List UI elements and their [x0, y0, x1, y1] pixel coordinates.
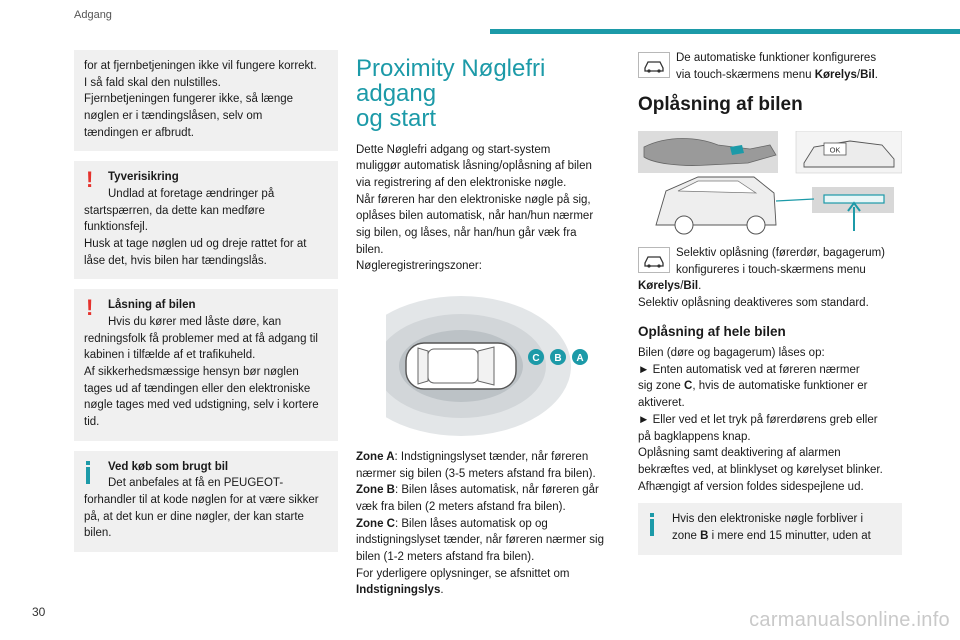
text-line: låse det, hvis bilen har tændingslås.: [84, 254, 267, 267]
column-3: [638, 50, 902, 565]
text-line: Selektiv oplåsning deaktiveres som standard.: [638, 296, 869, 309]
text-line: zone B i mere end 15 minutter, uden at: [672, 529, 871, 542]
text-line: bilen (1-2 meters afstand fra bilen).: [356, 550, 535, 563]
text-line: konfigureres i touch-skærmens menu: [676, 263, 866, 276]
text-line: Dette Nøglefri adgang og start-system: [356, 143, 551, 156]
header-accent-bar: [490, 29, 960, 34]
text-line: forhandler til at kode nøglen for at være sikker: [84, 494, 319, 507]
warning-icon: !: [86, 295, 94, 321]
text-line: Af sikkerhedsmæssige hensyn bør nøglen: [84, 366, 299, 379]
box-title: Ved køb som brugt bil: [108, 460, 229, 473]
text-line: Kørelys/Bil.: [638, 280, 702, 293]
text-line: via registrering af den elektroniske nøgle.: [356, 176, 567, 189]
zone-c-label: C: [532, 352, 540, 364]
text-line: funktionsfejl.: [84, 221, 148, 234]
text-line: nøglen er i tændingslåsen, selv om: [84, 110, 263, 123]
text-line: på, at det kun er dine nøgler, der kan starte: [84, 510, 304, 523]
info-box-used-car: [74, 451, 338, 552]
text-line: sig bilen, og låses, når han/hun går væk fra: [356, 226, 577, 239]
text-line: Undlad at foretage ændringer på: [108, 188, 275, 201]
auto-config-note: [638, 50, 902, 83]
text-line: aktiveret.: [638, 397, 685, 410]
page-number: 30: [32, 605, 46, 619]
text-line: sig zone C, hvis de automatiske funktioner er: [638, 380, 868, 393]
box-title: Låsning af bilen: [108, 299, 196, 312]
section-heading: Oplåsning af bilen: [638, 94, 803, 116]
warning-icon: !: [86, 167, 94, 193]
car-top-view-icon: [406, 343, 516, 389]
warning-box-theft: [74, 161, 338, 279]
text-line: startspærren, da dette kan medføre: [84, 204, 265, 217]
text-line: via touch-skærmens menu Kørelys/Bil.: [676, 68, 878, 81]
text-line: tages ud af tændingen eller den elektroniske: [84, 382, 311, 395]
text-line: på bagklappens knap.: [638, 430, 751, 443]
info-box-key-zone: [638, 503, 902, 554]
car-settings-icon: [638, 52, 670, 78]
selective-unlock-note: [638, 245, 902, 278]
text-line: bilen.: [84, 527, 112, 540]
note-box-remote: [74, 50, 338, 151]
text-line: Afhængigt af version foldes sidespejlene ud.: [638, 480, 864, 493]
text-line: Det anbefales at få en PEUGEOT-: [108, 477, 284, 490]
text-line: kabinen i tilfælde af et trafikuheld.: [84, 349, 256, 362]
text-line: tid.: [84, 416, 100, 429]
text-line: Husk at tage nøglen ud og dreje rattet for at: [84, 238, 307, 251]
text-line: ► Eller ved et let tryk på førerdørens greb eller: [638, 413, 878, 426]
section-title: [356, 56, 620, 132]
text-line: Oplåsning samt deaktivering af alarmen: [638, 447, 841, 460]
text-line: redningsfolk få problemer med at få adgang til: [84, 332, 318, 345]
text-line: De automatiske funktioner konfigureres: [676, 52, 877, 64]
zone-b-text: Zone B: Bilen låses automatisk, når føreren går: [356, 484, 599, 497]
text-line: Selektiv oplåsning (førerdør, bagagerum): [676, 246, 886, 259]
watermark: carmanualsonline.info: [749, 609, 950, 631]
car-settings-icon: [638, 247, 670, 273]
subsection-heading: Oplåsning af hele bilen: [638, 323, 786, 339]
text-line: I så fald skal den nulstilles.: [84, 76, 221, 89]
text-line: muliggør automatisk låsning/oplåsning af bilen: [356, 160, 592, 173]
text-line: nøgle tages med ved udstigning, selv i kortere: [84, 399, 319, 412]
warning-box-locking: [74, 289, 338, 440]
text-line: nærmer sig bilen (3-5 meters afstand fra bilen).: [356, 467, 596, 480]
info-icon: [86, 461, 90, 484]
ok-label: OK: [829, 145, 841, 155]
zone-a-label: A: [576, 352, 584, 364]
text-line: væk fra bilen (2 meters afstand fra bilen).: [356, 500, 566, 513]
zone-diagram: [386, 291, 606, 441]
zone-a-text: Zone A: Indstigningslyset tænder, når føreren: [356, 450, 589, 463]
box-title: Tyverisikring: [108, 171, 179, 184]
unlock-illustration: [638, 131, 902, 235]
text-line: bilen.: [356, 243, 384, 256]
text-line: Hvis den elektroniske nøgle forbliver i: [672, 513, 864, 526]
text-line: tændingen er afbrudt.: [84, 126, 194, 139]
zone-b-label: B: [554, 352, 562, 364]
text-line: bekræftes ved, at blinklyset og kørelyset blinker.: [638, 463, 883, 476]
text-line: For yderligere oplysninger, se afsnittet om: [356, 567, 570, 580]
text-line: for at fjernbetjeningen ikke vil fungere korrekt.: [84, 60, 317, 72]
title-line: og start: [356, 105, 437, 133]
column-1: [74, 50, 338, 562]
title-line: Proximity Nøglefri adgang: [356, 55, 546, 108]
cross-reference: Indstigningslys.: [356, 584, 444, 597]
text-line: ► Enten automatisk ved at føreren nærmer: [638, 363, 860, 376]
column-2: [356, 50, 620, 599]
zone-c-text: Zone C: Bilen låses automatisk op og: [356, 517, 548, 530]
text-line: oplåses bilen automatisk, når han/hun nærmer: [356, 210, 594, 223]
text-line: Nøgleregistreringszoner:: [356, 260, 482, 273]
info-icon: [650, 513, 654, 536]
section-header: Adgang: [74, 9, 112, 21]
text-line: indstigningslyset tænder, når føreren nærmer sig: [356, 534, 604, 547]
text-line: Når føreren har den elektroniske nøgle på sig,: [356, 193, 591, 206]
text-line: Hvis du kører med låste døre, kan: [108, 316, 282, 329]
text-line: Fjernbetjeningen fungerer ikke, så længe: [84, 93, 294, 106]
text-line: Bilen (døre og bagagerum) låses op:: [638, 347, 825, 360]
